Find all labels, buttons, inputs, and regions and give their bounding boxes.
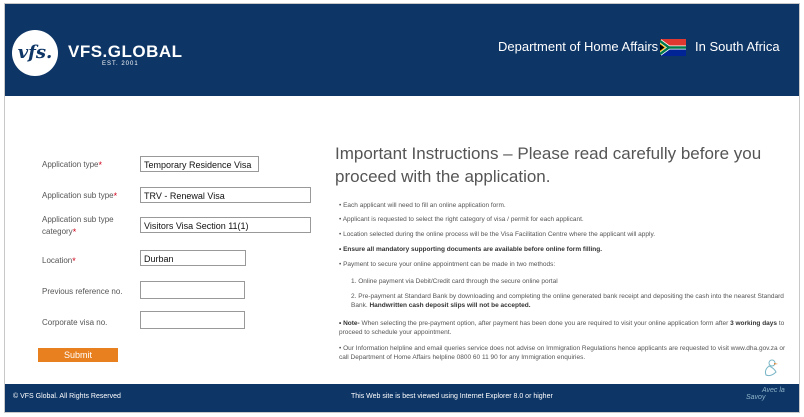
instruction-helpline: • Our Information helpline and email queries service does not advise on Immigration Regulations hence applicants are requested to visit www.dha.gov.za or call Department of Home Affairs helpline 0800 60 11 90 for any Immigration enquiries. (339, 345, 786, 361)
south-africa-flag-icon (660, 39, 686, 56)
instructions-title: Important Instructions – Please read carefully before you proceed with the application. (335, 144, 762, 186)
application-sub-type-category-select[interactable]: Visitors Visa Section 11(1) (140, 217, 311, 233)
application-type-select[interactable]: Temporary Residence Visa (140, 156, 259, 172)
corporate-visa-input[interactable] (140, 311, 245, 329)
vfs-logo[interactable]: vfs. (12, 30, 58, 76)
country-name: In South Africa (695, 39, 780, 54)
instruction-item: • Location selected during the online process will be the Visa Facilitation Centre where the applicant will apply. (339, 231, 656, 238)
instruction-item: • Each applicant will need to fill an online application form. (339, 202, 506, 209)
instruction-item: • Payment to secure your online appointment can be made in two methods: (339, 261, 556, 268)
site-header (5, 4, 799, 96)
department-name: Department of Home Affairs (498, 39, 659, 54)
corporate-visa-label: Corporate visa no. (42, 318, 108, 327)
instruction-note: • Note- When selecting the pre-payment option, after payment has been done you are required to visit your online application form after 3 working days to proceed to schedule your appointment. (339, 320, 785, 336)
brand-established: EST. 2001 (102, 61, 139, 67)
payment-method-prepayment: 2. Pre-payment at Standard Bank by downloading and completing the online generated bank receipt and depositing the cash into the nearest Standard Bank. Handwritten cash deposit slips will not be accepted. (351, 293, 784, 309)
browser-note: This Web site is best viewed using Internet Explorer 8.0 or higher (351, 393, 553, 400)
location-select[interactable]: Durban (140, 250, 246, 266)
application-sub-type-label: Application sub type* (42, 191, 118, 201)
application-sub-type-select[interactable]: TRV - Renewal Visa (140, 187, 311, 203)
previous-reference-label: Previous reference no. (42, 287, 123, 296)
payment-method-online: 1. Online payment via Debit/Credit card through the secure online portal (351, 278, 558, 285)
previous-reference-input[interactable] (140, 281, 245, 299)
application-sub-type-category-label: Application sub type category* (42, 215, 114, 237)
brand-name: VFS.GLOBAL (68, 42, 183, 61)
instruction-item: • Applicant is requested to select the right category of visa / permit for each applicant. (339, 216, 584, 223)
location-label: Location* (42, 256, 76, 266)
site-footer (5, 384, 799, 412)
watermark-bird-icon (758, 358, 780, 380)
copyright-text: © VFS Global. All Rights Reserved (13, 393, 121, 400)
watermark-text: Avec la Savoy (746, 387, 785, 401)
page-frame (4, 3, 800, 413)
submit-button[interactable]: Submit (38, 348, 118, 362)
instruction-item: • Ensure all mandatory supporting documents are available before online form filling. (339, 246, 603, 253)
application-type-label: Application type* (42, 160, 102, 170)
